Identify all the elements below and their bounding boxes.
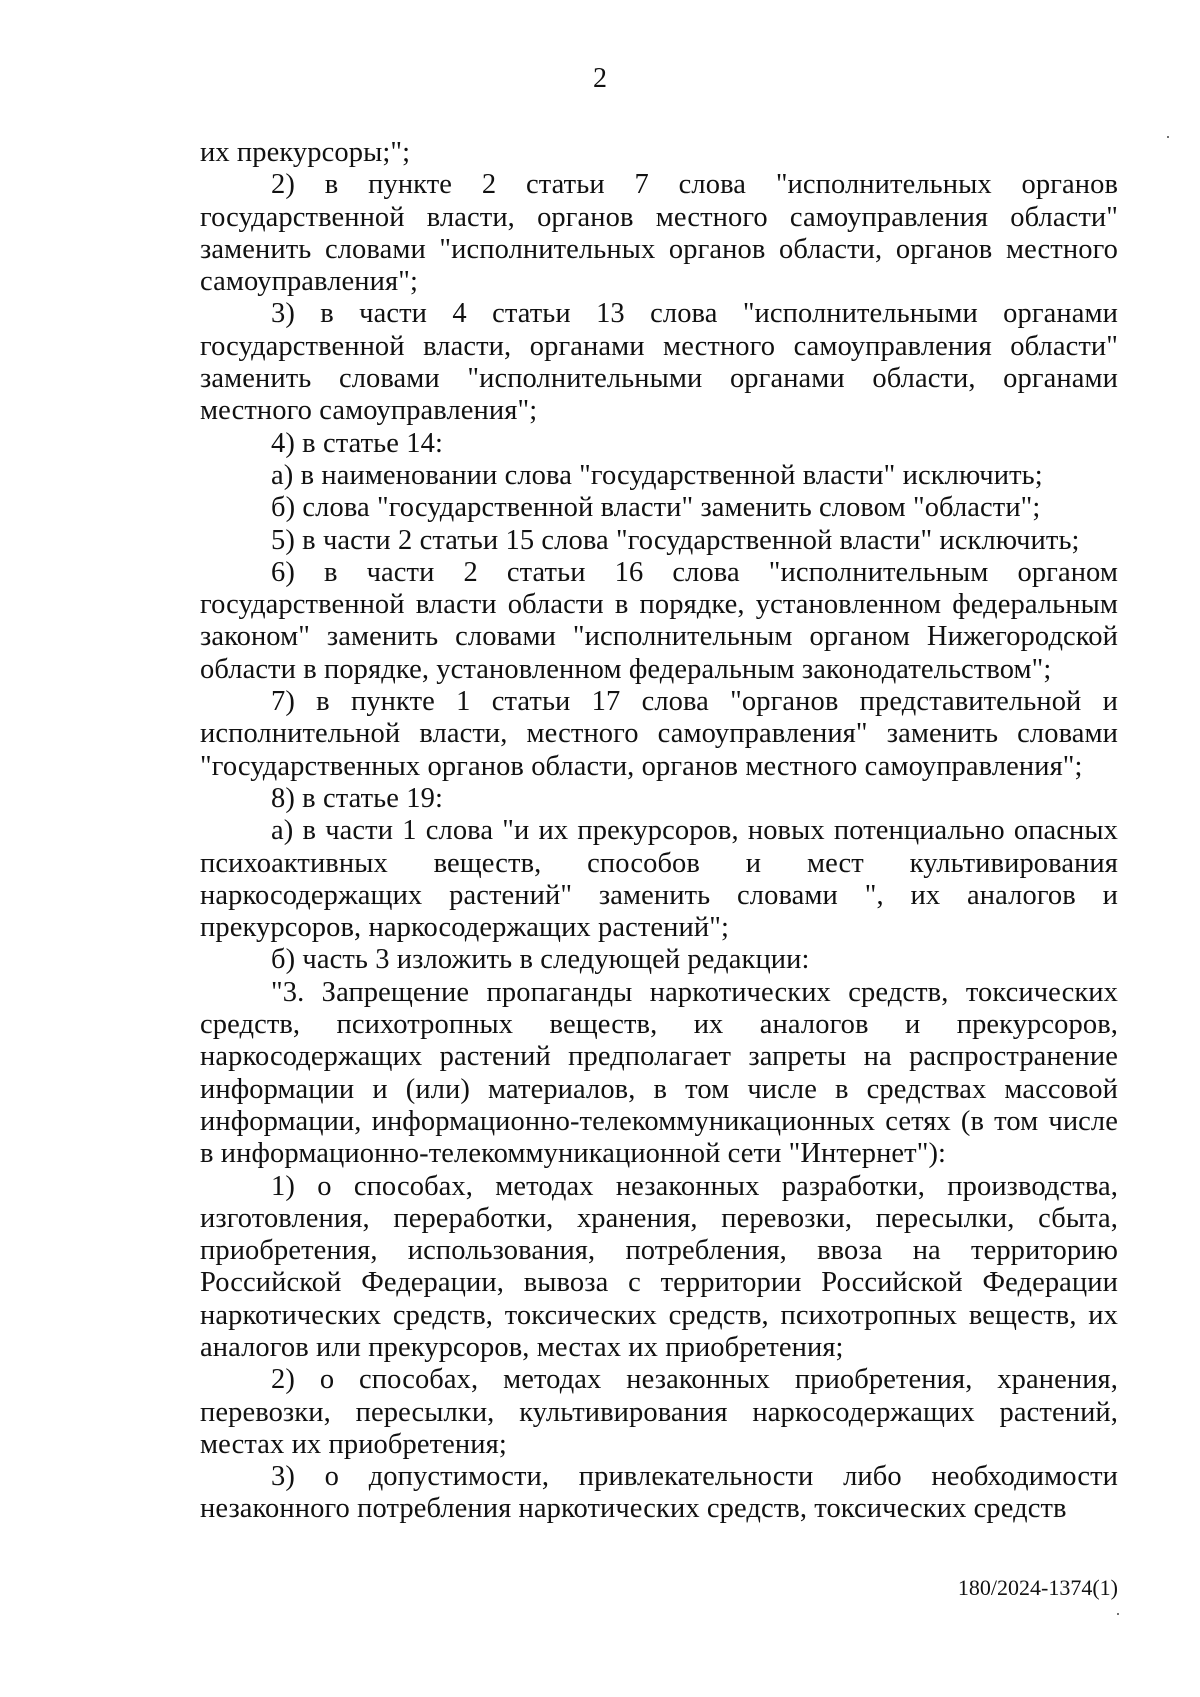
paragraph-14: 1) о способах, методах незаконных разработки, производства, изготовления, переработки, хранения, перевозки, пересылки, сбыта, приобретения, использования, потребления, ввоза на территорию Российской Федерации, вывоза с территории Российской Федерации наркотических средств, токсических средств, психотропных веществ, их аналогов или прекурсоров, местах их приобретения;	[200, 1170, 1118, 1363]
scan-speck	[1167, 136, 1169, 138]
paragraph-1: их прекурсоры;";	[200, 137, 411, 168]
document-registration-code: 180/2024-1374(1)	[957, 1575, 1118, 1600]
paragraph-8: 6) в части 2 статьи 16 слова "исполнительным органом государственной власти области в порядке, установленном федеральным законом" заменить словами "исполнительным органом Нижегородской области в порядке, установленном федеральным законодательством";	[200, 556, 1118, 685]
page-number: 2	[593, 63, 607, 94]
paragraph-2: 2) в пункте 2 статьи 7 слова "исполнительных органов государственной власти, органов местного самоуправления области" заменить словами "исполнительных органов области, органов местного самоуправления";	[200, 169, 1118, 298]
paragraph-11: а) в части 1 слова "и их прекурсоров, новых потенциально опасных психоактивных веществ, способов и мест культивирования наркосодержащих растений" заменить словами ", их аналогов и прекурсоров, наркосодержащих растений";	[200, 815, 1118, 944]
paragraph-12: б) часть 3 изложить в следующей редакции:	[271, 944, 810, 976]
scan-speck	[1117, 1613, 1119, 1615]
paragraph-16: 3) о допустимости, привлекательности либо необходимости незаконного потребления наркотических средств, токсических средств	[200, 1461, 1118, 1525]
paragraph-6: б) слова "государственной власти" заменить словом "области";	[271, 492, 1041, 524]
paragraph-10: 8) в статье 19:	[271, 782, 443, 814]
paragraph-5: а) в наименовании слова "государственной власти" исключить;	[271, 459, 1043, 491]
paragraph-9: 7) в пункте 1 статьи 17 слова "органов представительной и исполнительной власти, местного самоуправления" заменить словами "государственных органов области, органов местного самоуправления";	[200, 686, 1118, 782]
document-body	[200, 137, 1118, 1526]
paragraph-3: 3) в части 4 статьи 13 слова "исполнительными органами государственной власти, органами местного самоуправления области" заменить словами "исполнительными органами области, органами местного самоуправления";	[200, 298, 1118, 427]
paragraph-13: "3. Запрещение пропаганды наркотических средств, токсических средств, психотропных веществ, их аналогов и прекурсоров, наркосодержащих растений предполагает запреты на распространение информации и (или) материалов, в том числе в средствах массовой информации, информационно-телекоммуникационных сетях (в том числе в информационно-телекоммуникационной сети "Интернет"):	[200, 976, 1118, 1170]
paragraph-4: 4) в статье 14:	[271, 427, 443, 459]
paragraph-7: 5) в части 2 статьи 15 слова "государственной власти" исключить;	[271, 524, 1080, 556]
paragraph-15: 2) о способах, методах незаконных приобретения, хранения, перевозки, пересылки, культивирования наркосодержащих растений, местах их приобретения;	[200, 1364, 1118, 1460]
